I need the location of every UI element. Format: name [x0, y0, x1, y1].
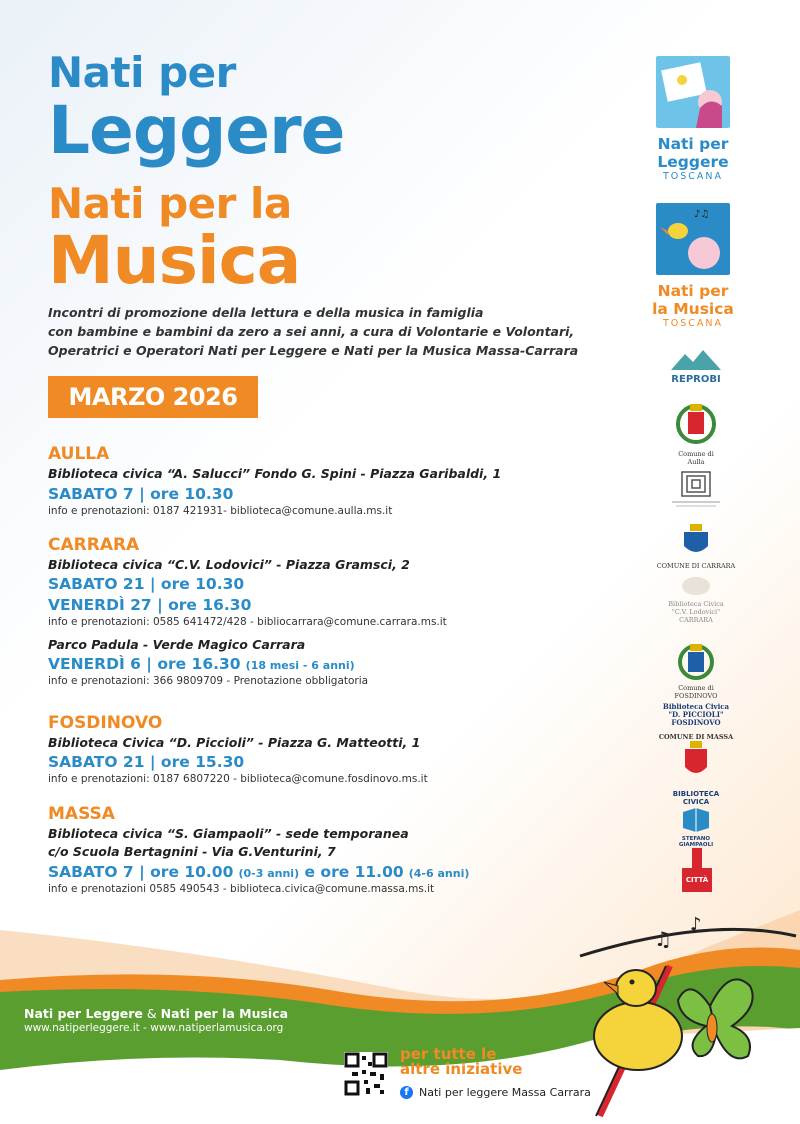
contact-info: info e prenotazioni: 0585 641472/428 - bibliocarrara@comune.carrara.ms.it [48, 616, 447, 628]
city-name: FOSDINOVO [48, 713, 163, 733]
reprobi-label: REPROBI [671, 374, 721, 385]
event-date: SABATO 7 | ore 10.00 [48, 863, 234, 881]
citta-label: CITTÀ [685, 876, 709, 884]
music-note-icon: ♪ [690, 916, 702, 935]
contact-info: info e prenotazioni 0585 490543 - biblioteca.civica@comune.massa.ms.it [48, 883, 435, 895]
fosdinovo-label: Comune di FOSDINOVO [674, 684, 718, 700]
coat-of-arms-icon [672, 398, 720, 446]
event-carrara [48, 535, 447, 687]
event-date: SABATO 21 | ore 15.30 [48, 753, 245, 771]
coat-of-arms-icon [682, 524, 710, 558]
contact-info: info e prenotazioni: 0187 421931- biblioteca@comune.aulla.ms.it [48, 505, 393, 517]
event-date: SABATO 21 | ore 10.30 [48, 575, 245, 593]
event-massa [48, 804, 469, 895]
massa-logo [656, 733, 736, 785]
title-nati-per-la: Nati per la [48, 179, 292, 228]
more-line: per tutte le [400, 1045, 497, 1063]
npl-title: Nati per [657, 135, 729, 153]
title-nati-per: Nati per [48, 48, 236, 97]
maze-logo [668, 470, 724, 510]
music-note-icon: ♫ [654, 927, 672, 951]
event-date-row [48, 862, 469, 881]
age-range: (0-3 anni) [238, 867, 300, 880]
event-date: VENERDÌ 6 | ore 16.30 [48, 655, 241, 673]
npl-region: TOSCANA [662, 171, 724, 182]
event-fosdinovo [48, 713, 428, 785]
bird-illustration [560, 916, 800, 1124]
giampaoli-logo [664, 790, 728, 848]
intro-line: con bambine e bambini da zero a sei anni, a cura di Volontarie e Volontari, [48, 324, 575, 339]
age-range: (18 mesi - 6 anni) [245, 659, 355, 672]
facebook-link[interactable] [400, 1086, 591, 1099]
footer-amp: & [142, 1006, 161, 1021]
tower-icon [680, 848, 714, 892]
intro-text [48, 303, 608, 360]
npm-logo [656, 203, 730, 275]
city-name: AULLA [48, 444, 110, 464]
contact-info: info e prenotazioni: 366 9809709 - Prenotazione obbligatoria [48, 675, 369, 687]
venue: Parco Padula - Verde Magico Carrara [48, 637, 306, 652]
month-badge: MARZO 2026 [48, 376, 258, 418]
venue-address: c/o Scuola Bertagnini - Via G.Venturini, 7 [48, 844, 336, 859]
facebook-icon: f [400, 1086, 413, 1099]
city-name: MASSA [48, 804, 115, 824]
facebook-label: Nati per leggere Massa Carrara [419, 1086, 591, 1099]
citta-logo [680, 848, 714, 892]
intro-line: Operatrici e Operatori Nati per Leggere e Nati per la Musica Massa-Carrara [48, 343, 579, 358]
npm-title: Nati per [657, 282, 729, 300]
event-date: SABATO 7 | ore 10.30 [48, 485, 234, 503]
event-date-row [48, 654, 447, 673]
piccioli-logo: Biblioteca Civica "D. PICCIOLI" FOSDINOVO [662, 702, 730, 727]
more-line: altre iniziative [400, 1060, 523, 1078]
aulla-logo [672, 398, 720, 466]
event-date: VENERDÌ 27 | ore 16.30 [48, 596, 252, 614]
venue: Biblioteca civica “C.V. Lodovici” - Piazza Gramsci, 2 [48, 557, 410, 572]
title-musica: Musica [48, 222, 301, 299]
giampaoli-label: BIBLIOTECA CIVICA [672, 790, 720, 806]
massa-label: COMUNE DI MASSA [658, 733, 734, 741]
bird-music-icon [656, 203, 730, 275]
footer-title-a: Nati per Leggere [24, 1006, 143, 1021]
mountain-icon [671, 350, 721, 370]
event-date: e ore 11.00 [299, 863, 404, 881]
npl-title: Leggere [657, 153, 729, 171]
reprobi-logo [664, 350, 728, 385]
age-range: (4-6 anni) [408, 867, 470, 880]
more-initiatives [400, 1047, 522, 1077]
coat-of-arms-icon [681, 741, 711, 781]
venue: Biblioteca civica “S. Giampaoli” - sede temporanea [48, 826, 409, 841]
venue: Biblioteca Civica “D. Piccioli” - Piazza G. Matteotti, 1 [48, 735, 421, 750]
qr-code[interactable] [344, 1052, 388, 1096]
venue: Biblioteca civica “A. Salucci” Fondo G. Spini - Piazza Garibaldi, 1 [48, 466, 502, 481]
svg-text:♪♫: ♪♫ [694, 209, 710, 220]
lodovici-logo [664, 574, 728, 624]
footer-title [24, 1006, 288, 1021]
carrara-logo [656, 524, 736, 570]
book-icon [664, 574, 728, 596]
maze-icon [668, 470, 724, 510]
npm-region: TOSCANA [662, 318, 724, 329]
book-reading-icon [656, 56, 730, 128]
aulla-label: Comune di Aulla [678, 450, 714, 466]
fosdinovo-logo [672, 640, 720, 700]
footer-title-b: Nati per la Musica [160, 1006, 289, 1021]
carrara-label: COMUNE DI CARRARA [656, 562, 736, 570]
npl-logo [656, 56, 730, 128]
giampaoli-label: STEFANO GIAMPAOLI [678, 836, 714, 848]
city-name: CARRARA [48, 535, 140, 555]
books-icon [681, 806, 711, 832]
npl-logo-text [640, 135, 746, 182]
coat-of-arms-icon [672, 640, 720, 680]
intro-line: Incontri di promozione della lettura e della musica in famiglia [48, 305, 484, 320]
title-leggere: Leggere [48, 92, 345, 169]
npm-title: la Musica [652, 300, 734, 318]
lodovici-label: Biblioteca Civica "C.V. Lodovici" CARRARA [668, 600, 724, 624]
footer-urls[interactable]: www.natiperleggere.it - www.natiperlamusica.org [24, 1022, 284, 1034]
contact-info: info e prenotazioni: 0187 6807220 - biblioteca@comune.fosdinovo.ms.it [48, 773, 428, 785]
npm-logo-text [640, 282, 746, 329]
event-aulla [48, 444, 501, 517]
